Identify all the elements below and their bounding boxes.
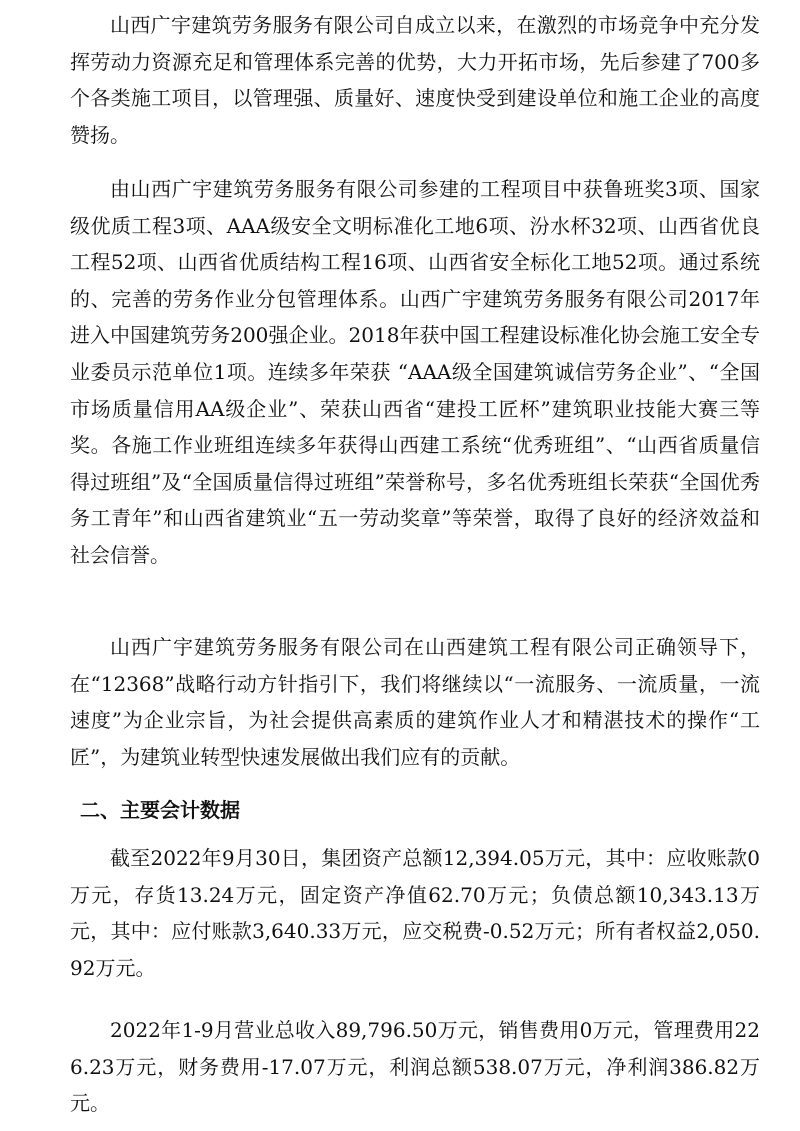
section-heading: 二、主要会计数据 (80, 798, 240, 822)
awards-paragraph: 由山西广宇建筑劳务服务有限公司参建的工程项目中获鲁班奖3项、国家级优质工程3项、AAA级安全文明标准化工地6项、汾水杯32项、山西省优良工程52项、山西省优质结构工程16项、山西省安全标化工地52项。通过系统的、完善的劳务作业分包管理体系。山西广宇建筑劳务服务有限公司2017年进入中国建筑劳务200强企业。2018年获中国工程建设标准化协会施工安全专业委员示范单位1项。连续多年荣获 “AAA级全国建筑诚信劳务企业”、“全国市场质量信用AA级企业”、荣获山西省“建投工匠杯”建筑职业技能大赛三等奖。各施工作业班组连续多年获得山西建工系统“优秀班组”、“山西省质量信得过班组”及“全国质量信得过班组”荣誉称号，多名优秀班组长荣获“全国优秀务工青年”和山西省建筑业“五一劳动奖章”等荣誉，取得了良好的经济效益和社会信誉。 (70, 177, 760, 567)
intro-paragraph: 山西广宇建筑劳务服务有限公司自成立以来，在激烈的市场竞争中充分发挥劳动力资源充足和管理体系完善的优势，大力开拓市场，先后参建了700多个各类施工项目，以管理强、质量好、速度快受到建设单位和施工企业的高度赞扬。 (70, 13, 760, 147)
income-paragraph: 2022年1-9月营业总收入89,796.50万元，销售费用0万元，管理费用226.23万元，财务费用-17.07万元，利润总额538.07万元，净利润386.82万元。 (70, 1018, 760, 1116)
mission-paragraph: 山西广宇建筑劳务服务有限公司在山西建筑工程有限公司正确领导下，在“12368”战略行动方针指引下，我们将继续以“一流服务、一流质量，一流速度”为企业宗旨，为社会提供高素质的建筑作业人才和精湛技术的操作“工匠”，为建筑业转型快速发展做出我们应有的贡献。 (70, 635, 760, 769)
balance-sheet-paragraph: 截至2022年9月30日，集团资产总额12,394.05万元，其中：应收账款0万元，存货13.24万元，固定资产净值62.70万元；负债总额10,343.13万元，其中：应付账款3,640.33万元，应交税费-0.52万元；所有者权益2,050.92万元。 (70, 846, 760, 980)
